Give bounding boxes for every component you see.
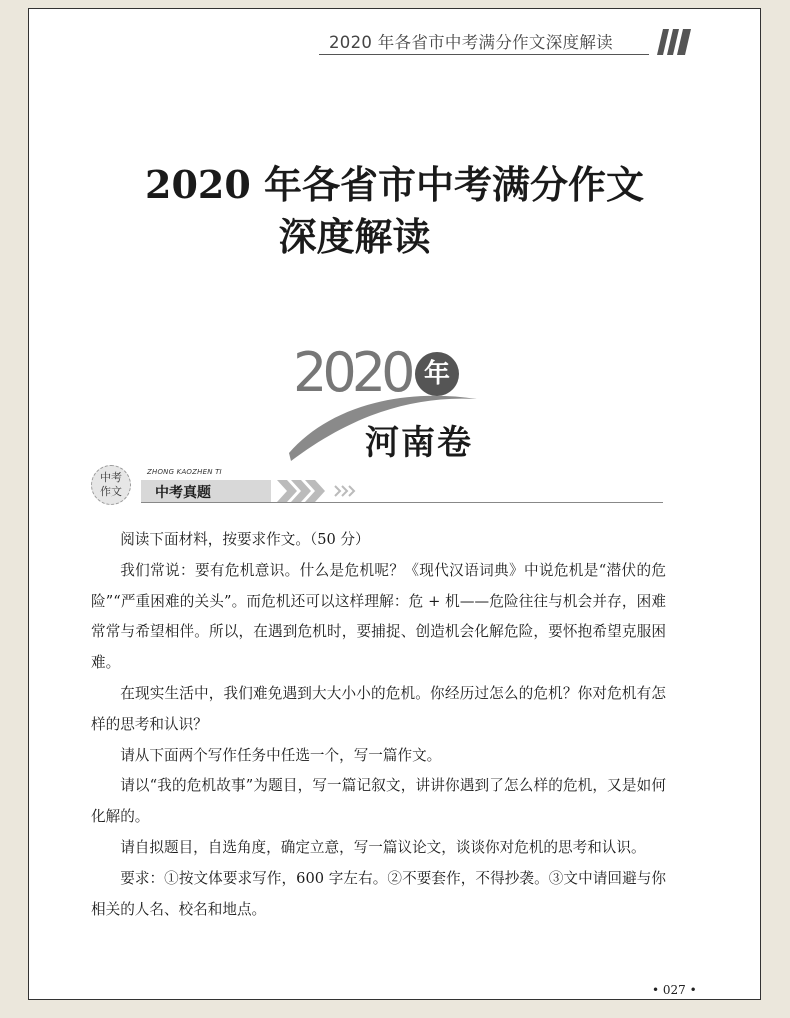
section-rule: [141, 502, 663, 503]
chevrons-icon: [277, 480, 367, 502]
running-head: [319, 27, 695, 59]
main-title-line2: 深度解读: [278, 214, 431, 259]
circle-line2: 作文: [100, 485, 122, 498]
running-head-rule: [319, 54, 649, 55]
circle-line1: 中考: [100, 471, 122, 484]
main-title-line1: 2020 年各省市中考满分作文: [145, 162, 644, 207]
badge-year: 2020: [293, 341, 411, 404]
year-region-badge: [287, 339, 527, 464]
badge-region: 河南卷: [365, 423, 473, 463]
running-head-title: 2020 年各省市中考满分作文深度解读: [329, 33, 613, 52]
section-pinyin: ZHONG KAOZHEN TI: [147, 468, 222, 476]
paragraph: 我们常说：要有危机意识。什么是危机呢？《现代汉语词典》中说危机是“潜伏的危险”“严重困难的关头”。而危机还可以这样理解：危 + 机——危险往往与机会并存，困难常常与希望相伴。所以，在遇到危机时，要捕捉、创造机会化解危险，要怀抱希望克服困难。: [91, 561, 666, 672]
stripes-decoration-icon: [649, 29, 693, 55]
section-circle-badge: [91, 465, 131, 505]
paragraph: 请从下面两个写作任务中任选一个，写一篇作文。: [120, 746, 442, 764]
section-label: 中考真题: [155, 485, 211, 501]
section-header: [91, 462, 663, 508]
document-page: [28, 8, 761, 1000]
badge-year-char: 年: [415, 352, 459, 396]
paragraph: 阅读下面材料，按要求作文。（50 分）: [120, 531, 370, 548]
body-text: [91, 525, 666, 925]
paragraph: 在现实生活中，我们难免遇到大大小小的危机。你经历过怎么的危机？你对危机有怎样的思考和认识？: [91, 684, 666, 733]
page-number: • 027 •: [652, 983, 697, 997]
paragraph: 请以“我的危机故事”为题目，写一篇记叙文，讲讲你遇到了怎么样的危机，又是如何化解的。: [91, 777, 666, 826]
paragraph: 要求：①按文体要求写作，600 字左右。②不要套作，不得抄袭。③文中请回避与你相关的人名、校名和地点。: [91, 869, 666, 918]
main-title: [29, 159, 760, 263]
paragraph: 请自拟题目，自选角度，确定立意，写一篇议论文，谈谈你对危机的思考和认识。: [120, 838, 646, 856]
